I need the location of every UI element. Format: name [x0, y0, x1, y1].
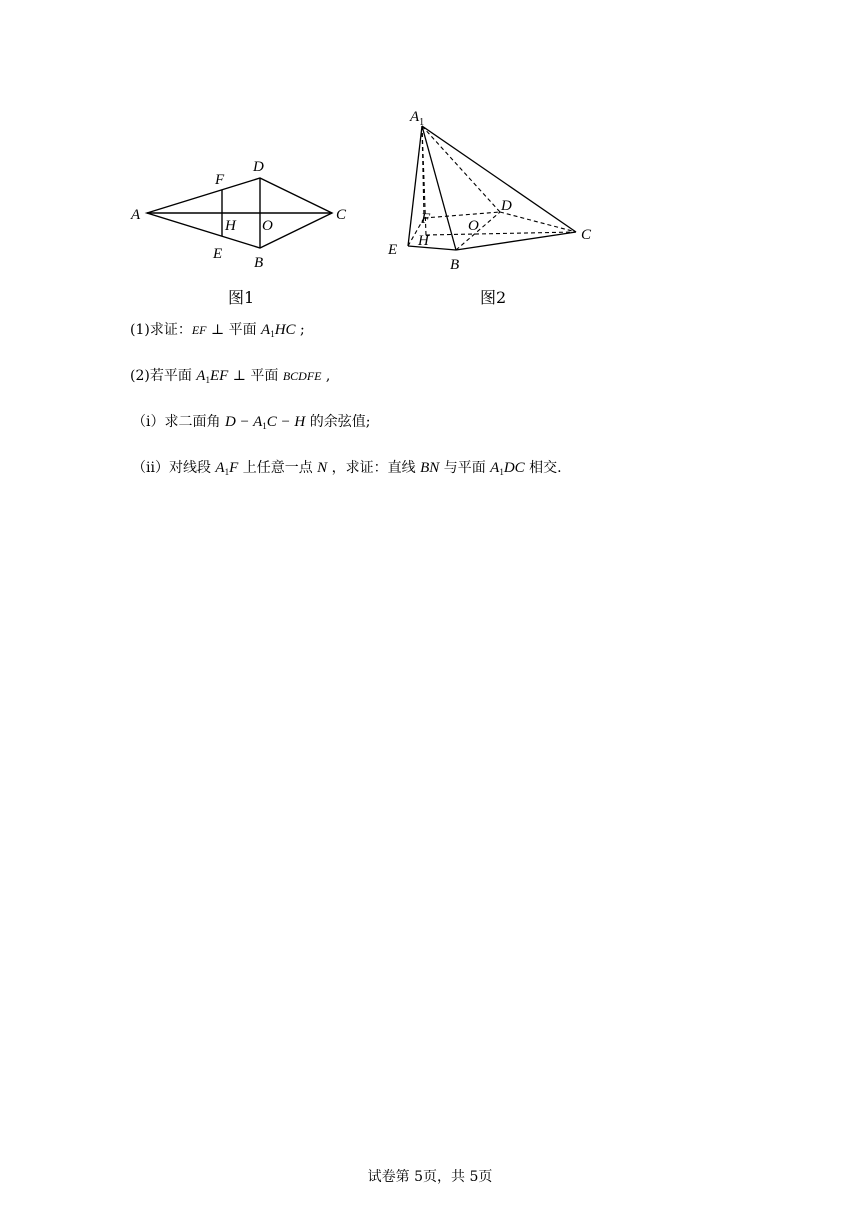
figure-2-diagram: [380, 100, 610, 280]
q2-prefix: (2)若平面: [130, 368, 197, 384]
edge-dc: [500, 212, 576, 232]
label-b: B: [450, 257, 460, 273]
q2i-math-dihedral: $D - A_1C - H$: [224, 414, 306, 431]
label-e: E: [213, 246, 223, 262]
figure-2-caption: 图2: [480, 288, 507, 307]
figure-1-diagram: [125, 150, 365, 280]
label-d: D: [501, 198, 512, 214]
q1-plane: 平面: [228, 322, 262, 338]
q2ii-math-bn: BN: [420, 460, 440, 476]
question-2-ii: [132, 458, 562, 482]
question-1: [130, 320, 305, 344]
q2ii-math-a1f: $A_1F$: [215, 460, 239, 477]
q2i-end: 的余弦值;: [305, 414, 371, 430]
question-2-i: [132, 412, 370, 436]
q2-plane: 平面: [250, 368, 283, 384]
q2ii-math-a1dc: $A_1DC$: [490, 460, 525, 477]
q1-end: ;: [295, 322, 305, 338]
q1-perp: ⊥: [206, 322, 229, 338]
label-f: F: [421, 211, 431, 227]
label-a1: $A_1$: [410, 109, 425, 128]
q2ii-text-1: 上任意一点: [238, 460, 318, 476]
label-o: O: [468, 218, 479, 234]
label-e: E: [388, 242, 398, 258]
q2-math-plane-a1ef: $A_1EF$: [196, 368, 229, 385]
q2-math-bcdfe: BCDFE: [282, 369, 322, 383]
edge-a1e: [408, 126, 422, 246]
q2ii-text-4: 相交.: [524, 460, 562, 476]
figure-2: [380, 100, 610, 280]
question-2: [130, 366, 330, 390]
label-c: C: [336, 207, 347, 223]
label-c: C: [581, 227, 592, 243]
q2-end: ,: [321, 368, 331, 384]
label-h: H: [225, 218, 236, 234]
label-a: A: [131, 207, 141, 223]
q2ii-text-2: ，求证：直线: [327, 460, 421, 476]
q2ii-text-3: 与平面: [439, 460, 491, 476]
edge-eb: [408, 246, 456, 250]
figure-1: [125, 150, 365, 280]
q2ii-prefix: （ii）对线段: [132, 460, 216, 476]
figure-1-caption: 图1: [228, 288, 255, 307]
edge-a1f: [422, 126, 424, 218]
label-b: B: [254, 255, 264, 271]
q2ii-math-n: N: [317, 460, 328, 476]
label-f: F: [215, 172, 225, 188]
line-hc: [426, 232, 576, 235]
q2i-prefix: （i）求二面角: [132, 414, 225, 430]
q1-math-ef: EF: [191, 323, 207, 337]
label-d: D: [253, 159, 264, 175]
label-h: H: [418, 233, 429, 249]
edge-a1b: [422, 126, 456, 250]
edge-fd: [424, 212, 500, 218]
q1-prefix: (1)求证：: [130, 322, 192, 338]
page-footer: 试卷第 5页，共 5页: [367, 1169, 493, 1185]
q1-math-plane: $A_1HC$: [261, 322, 296, 339]
q2-perp: ⊥: [228, 368, 251, 384]
label-o: O: [262, 218, 273, 234]
